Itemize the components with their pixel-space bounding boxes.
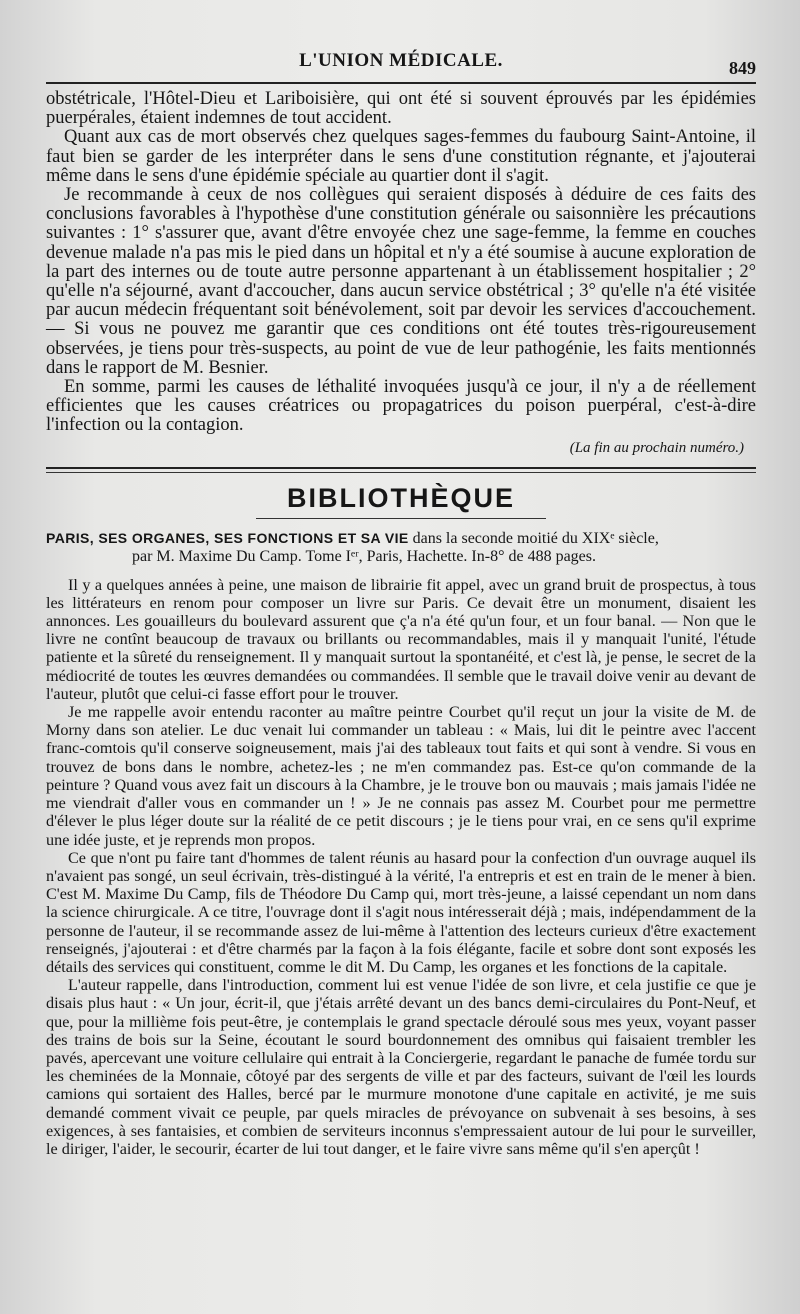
continued-note: (La fin au prochain numéro.) (569, 439, 744, 456)
running-head (46, 46, 756, 76)
heading-rule (256, 518, 546, 519)
book-title: PARIS, SES ORGANES, SES FONCTIONS ET SA VIE (46, 529, 409, 546)
book-details-part2: par M. Maxime Du Camp. Tome Iᵉʳ, Paris, Hachette. In-8° de 488 pages. (132, 547, 597, 565)
review-paragraph: L'auteur rappelle, dans l'introduction, comment lui est venue l'idée de son livre, et cela justifie ce que je disais plus haut : « Un jour, écrit-il, que j'étais arrêté devant un des bancs demi-circulaires du Pont-Neuf, et que, pour la millième fois peut-être, je contemplais le grand spectacle déroulé sous mes yeux, voyant passer des trains de bois sur la Seine, écoutant le sourd bourdonnement des omnibus qui faisaient trembler les pavés, apercevant une voiture cellulaire qui entrait à la Conciergerie, regardant le panache de fumée tordu sur les cheminées de la Monnaie, côtoyé par des sergents de ville et par des facteurs, suivant de l'œil les lourds camions qui sortaient des Halles, bercé par le murmure monotone d'une capitale en activité, je me suis demandé comment vivait ce peuple, par quels miracles de prévoyance on subvenait à ses besoins, à ses exigences, à ses fantaisies, et combien de serviteurs inconnus s'empressaient autour de lui pour le surveiller, le diriger, l'aider, le secourir, écarter de lui tout danger, et le faire vivre sans même qu'il s'en aperçût ! (46, 976, 756, 1158)
review-paragraph: Il y a quelques années à peine, une maison de librairie fit appel, avec un grand bruit de prospectus, à tous les littérateurs en renom pour composer un livre sur Paris. Ce devait être un monument, disaient les annonces. Les gouailleurs du boulevard assurent que ç'a n'a été qu'un four, et un four banal. — Non que le livre ne contînt beaucoup de travaux ou brillants ou recommandables, mais il y manquait l'unité, l'étude patiente et la sûreté du renseignement. Il y manquait surtout la spontanéité, et c'est là, je pense, le secret de la médiocrité de toutes les œuvres demandées ou commandées. Il semble que le travail doive venir au devant de l'auteur, plutôt que celui-ci fasse effort pour le trouver. (46, 575, 756, 703)
review-paragraph: Je me rappelle avoir entendu raconter au maître peintre Courbet qu'il reçut un jour la visite de M. de Morny dans son atelier. Le duc venait lui commander un tableau : « Mais, lui dit le peintre avec l'accent franc-comtois qu'il conserve soigneusement, mais j'ai des tableaux tout faits et qui sont à vendre. Si vous en trouvez de bons dans le nombre, achetez-les ; ne m'en commandez pas. Est-ce qu'on commande de la peinture ? Quand vous avez fait un discours à la Chambre, je le trouve bon ou mauvais ; mais jamais l'idée ne me viendrait d'aller vous en commander un ! » Je ne connais pas assez M. Courbet pour me permettre d'élever le plus léger doute sur la réalité de ce petit discours ; je le tiens pour vrai, en ce sens qu'il exprime une idée juste, et je reprends mon propos. (46, 703, 756, 849)
header-rule (46, 82, 756, 84)
article-paragraph: obstétricale, l'Hôtel-Dieu et Lariboisière, qui ont été si souvent éprouvés par les épidémies puerpérales, étaient indemnes de tout accident. (46, 89, 756, 129)
section-divider (46, 467, 756, 473)
page-number: 849 (729, 58, 756, 78)
article-paragraph: Je recommande à ceux de nos collègues qui seraient disposés à déduire de ces faits des conclusions favorables à l'hypothèse d'une constitution générale ou saisonnière les précautions suivantes : 1° s'assurer que, avant d'être envoyée chez une sage-femme, la femme en couches devenue malade n'a pas mis le pied dans un hôpital et n'y a été soumise à aucune exploration de la part des internes ou de toute autre personne appartenant à un établissement hospitalier ; 2° qu'elle n'a séjourné, avant d'accoucher, dans aucun service obstétrical ; 3° qu'elle n'a été visitée par aucun médecin fréquentant soit bénévolement, soit par devoir les services d'accouchement. — Si vous ne pouvez me garantir que ces conditions ont été toutes très-rigoureusement observées, je tiens pour très-suspects, au point de vue de leur pathogénie, les faits mentionnés dans le rapport de M. Besnier. (46, 185, 756, 378)
article-paragraph: En somme, parmi les causes de léthalité invoquées jusqu'à ce jour, il n'y a de réellement efficientes que les causes créatrices ou propagatrices du poison puerpéral, c'est-à-dire l'infection ou la contagion. (46, 377, 756, 436)
section-heading: BIBLIOTHÈQUE (286, 482, 515, 513)
book-citation (46, 529, 756, 566)
journal-title: L'UNION MÉDICALE. (299, 50, 503, 71)
book-details-part1: dans la seconde moitié du XIXᵉ siècle, (412, 529, 659, 547)
article-paragraph: Quant aux cas de mort observés chez quelques sages-femmes du faubourg Saint-Antoine, il faut bien se garder de les interpréter dans le sens d'une constitution régnante, et j'ajouterai même dans le sens d'une épidémie spéciale au quartier dont il s'agit. (46, 127, 756, 186)
review-paragraph: Ce que n'ont pu faire tant d'hommes de talent réunis au hasard pour la confection d'un ouvrage auquel ils n'avaient pas songé, un seul écrivain, très-distingué à la vérité, l'a entrepris et est en train de le mener à bien. C'est M. Maxime Du Camp, fils de Théodore Du Camp qui, mort très-jeune, a laissé cependant un nom dans la science chirurgicale. A ce titre, l'ouvrage dont il s'agit nous intéresserait déjà ; mais, indépendamment de la personne de l'auteur, il se recommande assez de lui-même à l'attention des lecteurs curieux d'être exactement renseignés, j'ajouterai : et d'être charmés par la façon à la fois élégante, facile et sobre dont sont exposés les détails des services qui constituent, comme le dit M. Du Camp, les organes et les fonctions de la capitale. (46, 848, 756, 976)
book-review (46, 576, 756, 1159)
article-continuation (46, 90, 756, 436)
